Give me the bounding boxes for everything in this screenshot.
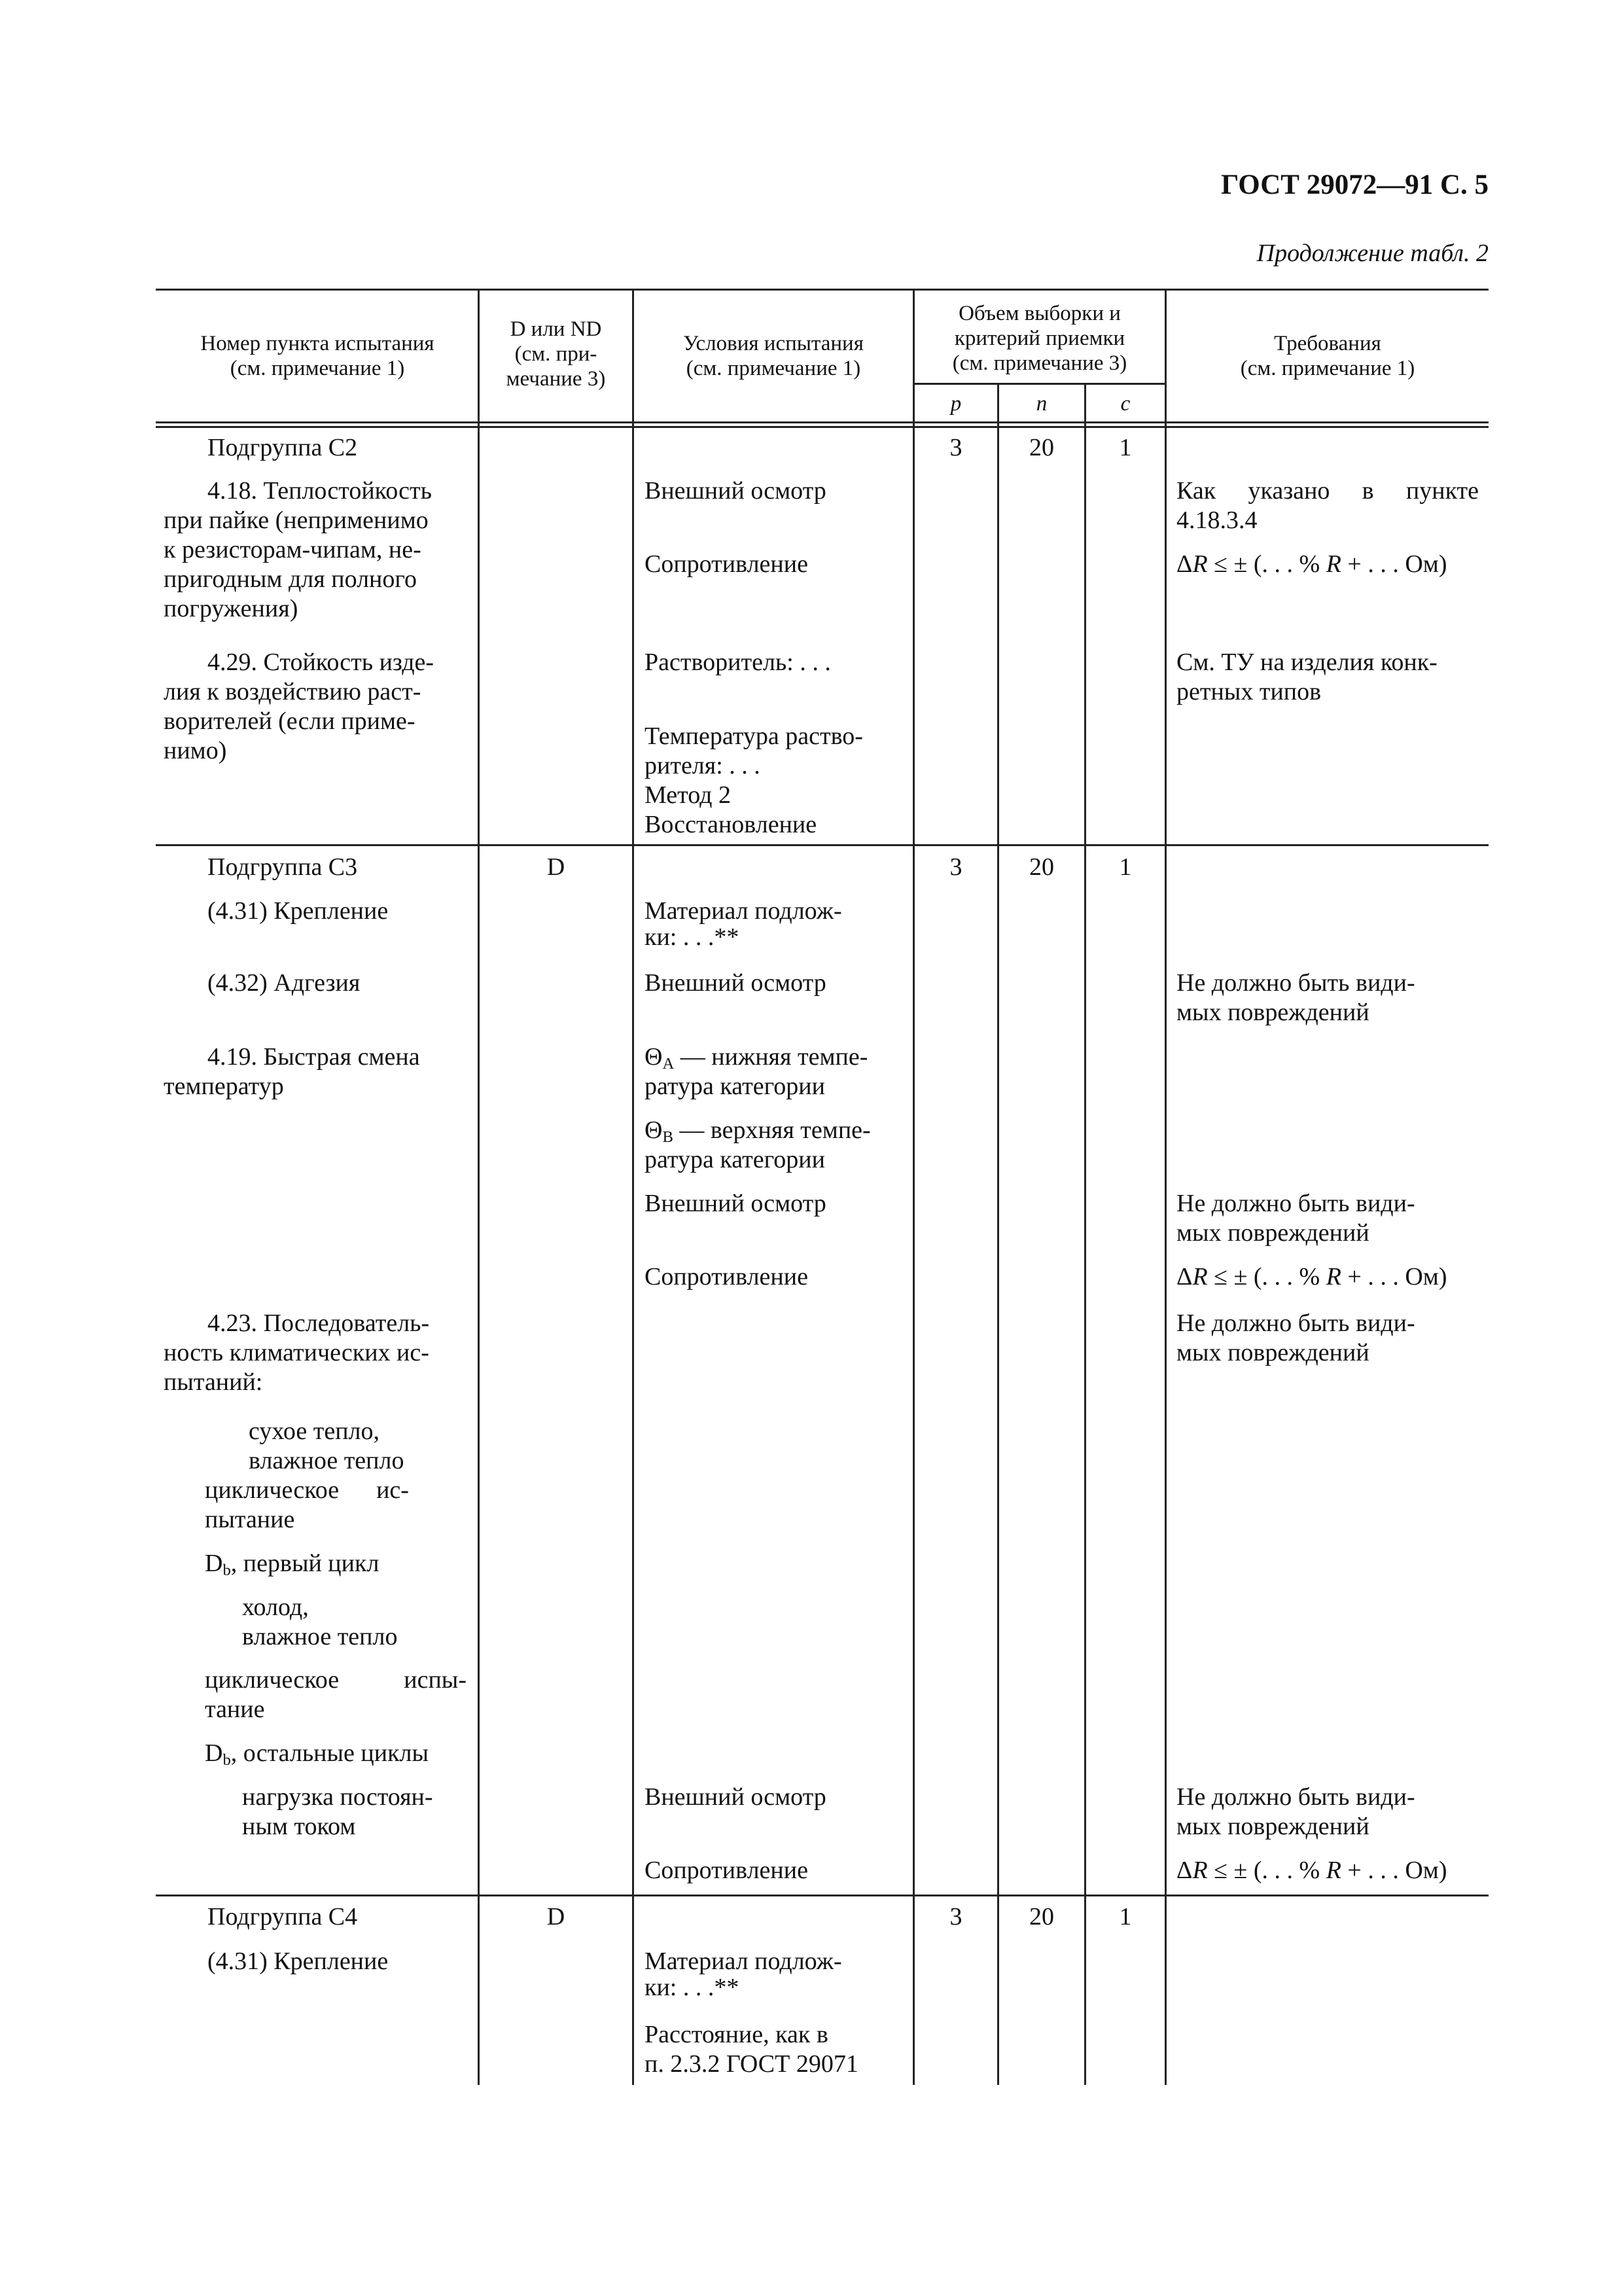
c4-p: 3	[949, 1903, 962, 1930]
c3-condition-resistance: Сопротивление	[644, 1263, 808, 1290]
c4-n: 20	[1029, 1903, 1054, 1930]
c3-requirement-resistance-2: ΔR ≤ ± (. . . % R + . . . Ом)	[1176, 1857, 1447, 1884]
c3-db-other-cycles: $D_b$, остальные циклы	[205, 1739, 429, 1770]
c3-requirement-resistance: ΔR ≤ ± (. . . % R + . . . Ом)	[1176, 1263, 1447, 1290]
c2-condition-resistance: Сопротивление	[644, 550, 808, 578]
c3-n: 20	[1029, 853, 1054, 881]
c4-c: 1	[1119, 1903, 1132, 1930]
row-rule-c4	[156, 1895, 1489, 1896]
c3-c: 1	[1119, 853, 1132, 881]
header-sub-n: n	[1036, 392, 1048, 416]
col-rule-3	[913, 289, 915, 2085]
table-top-rule	[156, 289, 1489, 291]
subgroup-c4-title: Подгруппа C4	[207, 1903, 358, 1930]
col-rule-5	[1084, 383, 1086, 2085]
c3-db-first-cycle: $D_b$, первый цикл	[205, 1550, 380, 1580]
c3-condition-resistance-2: Сопротивление	[644, 1857, 808, 1884]
col-rule-1	[478, 289, 480, 2085]
c3-item-4-31: (4.31) Крепление	[207, 897, 389, 925]
c3-item-4-32: (4.32) Адгезия	[207, 969, 361, 997]
c2-c: 1	[1119, 434, 1132, 461]
c3-p: 3	[949, 853, 962, 881]
row-rule-c3	[156, 844, 1489, 846]
table-caption: Продолжение табл. 2	[1256, 240, 1489, 267]
c3-condition-visual-3: Внешний осмотр	[644, 1783, 826, 1811]
col-rule-2	[632, 289, 634, 2085]
c2-requirement-resistance: ΔR ≤ ± (. . . % R + . . . Ом)	[1176, 550, 1447, 578]
document-header: ГОСТ 29072—91 С. 5	[1220, 169, 1489, 200]
c3-d-nd: D	[546, 853, 565, 881]
col-rule-6	[1165, 289, 1167, 2085]
c2-condition-solvent: Растворитель: . . .	[644, 649, 831, 676]
header-bottom-rule	[156, 421, 1489, 423]
c3-condition-visual-2: Внешний осмотр	[644, 1190, 826, 1217]
subheader-rule	[913, 383, 1165, 385]
subgroup-c3-title: Подгруппа C3	[207, 853, 358, 881]
c2-n: 20	[1029, 434, 1054, 461]
header-bottom-rule-2	[156, 426, 1489, 428]
subgroup-c2-title: Подгруппа C2	[207, 434, 358, 461]
header-sub-p: p	[950, 392, 962, 416]
header-sub-c: c	[1120, 392, 1131, 416]
c3-condition-visual-1: Внешний осмотр	[644, 969, 826, 997]
col-rule-4	[997, 383, 999, 2085]
c4-item-4-31: (4.31) Крепление	[207, 1948, 389, 1975]
c2-p: 3	[949, 434, 962, 461]
c2-condition-visual: Внешний осмотр	[644, 477, 826, 505]
c4-d-nd: D	[546, 1903, 565, 1930]
